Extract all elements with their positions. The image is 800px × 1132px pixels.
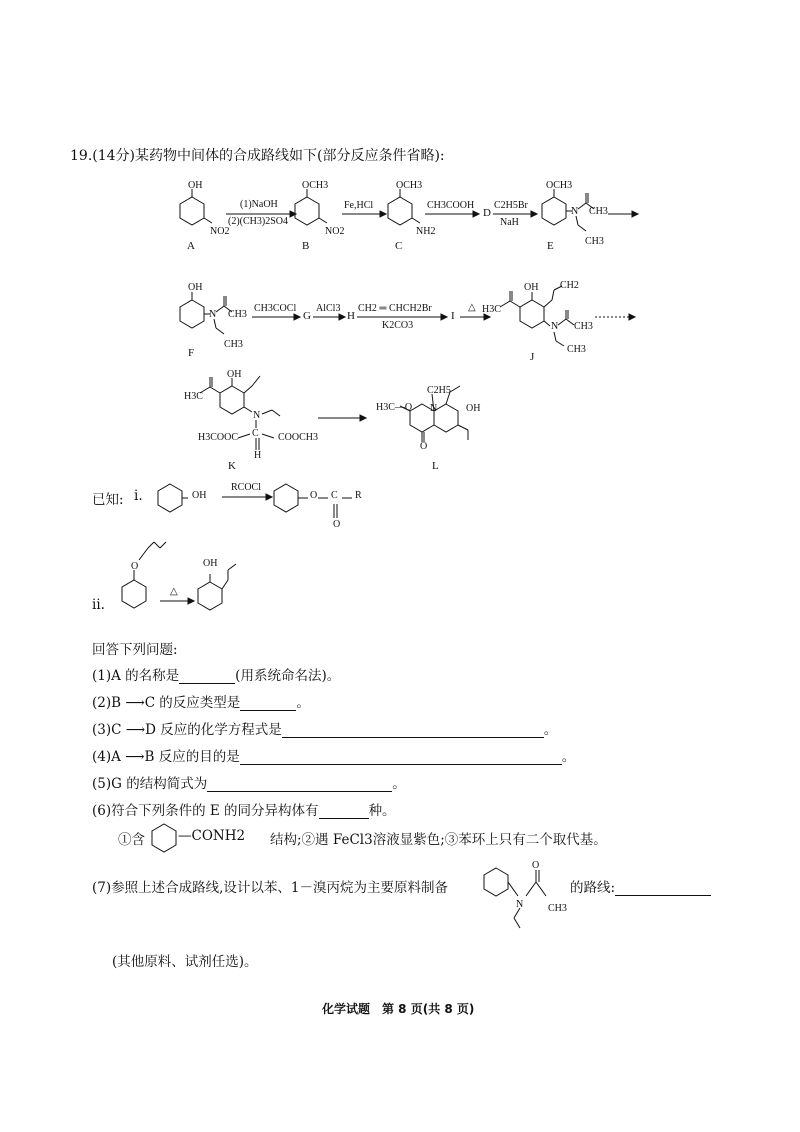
known-i-product <box>268 478 378 528</box>
label-e: E <box>547 240 554 252</box>
arrow-f-g <box>252 314 302 320</box>
molecule-b-structure <box>285 185 345 255</box>
q4-answer-blank[interactable] <box>240 752 562 765</box>
q7-text: (7)参照上述合成路线,设计以苯、1－溴丙烷为主要原料制备 <box>92 880 449 896</box>
q1-answer-blank[interactable] <box>179 671 235 684</box>
q2-suffix: 。 <box>296 695 310 711</box>
e-n: N <box>571 206 579 217</box>
cond-de-top: C2H5Br <box>494 200 528 211</box>
a-oh: OH <box>188 180 203 191</box>
cond-ab-2: (2)(CH3)2SO4 <box>228 216 288 227</box>
q7-route-label <box>570 876 711 896</box>
known-ii-o: O <box>131 561 139 572</box>
arrow-dotted <box>595 314 637 320</box>
j-ch3-ethyl: CH3 <box>567 344 586 355</box>
q1-text: (1)A 的名称是 <box>92 668 180 684</box>
l-h3co: H3C—O <box>376 402 413 413</box>
q6-cond-pre: ①含 <box>118 832 145 848</box>
k-h3c: H3C <box>184 391 203 402</box>
cond-gh: AlCl3 <box>316 303 341 314</box>
q3-suffix: 。 <box>543 722 558 738</box>
intermediate-i: I <box>451 310 455 322</box>
label-k: K <box>228 460 236 472</box>
l-oh: OH <box>466 403 481 414</box>
intermediate-h: H <box>347 310 355 322</box>
label-l: L <box>432 460 439 472</box>
q7-route-text: 的路线: <box>570 880 616 896</box>
f-ch3-ethyl: CH3 <box>224 339 243 350</box>
q4-text: (4)A ⟶B 反应的目的是 <box>92 749 240 765</box>
cond-fg: CH3COCl <box>254 303 297 314</box>
question-6 <box>92 799 396 819</box>
q5-answer-blank[interactable] <box>207 779 392 792</box>
q6-cond-group: —CONH2 <box>178 828 246 844</box>
question-header: 19.(14分)某药物中间体的合成路线如下(部分反应条件省略): <box>70 148 445 164</box>
known-i-o2: O <box>333 519 341 530</box>
label-a: A <box>187 240 195 252</box>
f-oh: OH <box>188 282 203 293</box>
q6-cond-post: 结构;②遇 FeCl3溶液显紫色;③苯环上只有二个取代基。 <box>270 832 607 848</box>
known-i-r: R <box>355 490 362 501</box>
k-c: C <box>252 428 259 439</box>
known-ii-heat: △ <box>170 586 178 597</box>
q7-ch3: CH3 <box>548 903 567 914</box>
molecule-a-structure <box>170 185 230 255</box>
arrow-continue <box>608 211 640 217</box>
known-i-o1: O <box>310 490 318 501</box>
cond-hi-bottom: K2CO3 <box>382 320 414 331</box>
known-i-rcocl: RCOCl <box>231 482 262 493</box>
cond-heat: △ <box>468 302 476 313</box>
intermediate-g: G <box>303 310 311 322</box>
cond-ab-1: (1)NaOH <box>240 199 278 210</box>
k-cooch3: COOCH3 <box>278 432 319 443</box>
l-n: N <box>430 403 438 414</box>
question-1 <box>92 664 340 684</box>
e-ch3-ethyl: CH3 <box>585 236 604 247</box>
arrow-k-l <box>318 415 368 421</box>
question-3 <box>92 718 557 738</box>
q2-answer-blank[interactable] <box>240 698 296 711</box>
label-j: J <box>530 351 535 363</box>
label-f: F <box>188 347 195 359</box>
answer-prompt: 回答下列问题: <box>92 642 178 658</box>
cond-hi-top: CH2 ═ CHCH2Br <box>358 303 432 314</box>
known-ii-oh: OH <box>203 558 218 569</box>
arrow-c-d <box>425 211 481 217</box>
j-ch3: CH3 <box>574 321 593 332</box>
known-label: 已知: <box>92 492 124 508</box>
j-oh: OH <box>524 282 539 293</box>
q6-suffix: 种。 <box>368 803 396 819</box>
q6-answer-blank[interactable] <box>319 806 369 819</box>
a-no2: NO2 <box>210 226 230 237</box>
question-5 <box>92 772 406 792</box>
q7-note: (其他原料、试剂任选)。 <box>112 954 258 970</box>
known-i-marker: ⅰ. <box>134 488 143 504</box>
arrow-g-h <box>313 314 347 320</box>
k-h: H <box>254 450 262 461</box>
known-i-c: C <box>331 490 338 501</box>
cond-cd: CH3COOH <box>427 200 475 211</box>
q4-suffix: 。 <box>561 749 576 765</box>
q5-suffix: 。 <box>392 776 406 792</box>
question-4 <box>92 745 575 765</box>
cond-bc: Fe,HCl <box>344 200 374 211</box>
c-och3: OCH3 <box>396 180 423 191</box>
question-2 <box>92 691 310 711</box>
known-i-arrow <box>222 494 274 500</box>
q7-o: O <box>532 860 540 871</box>
label-c: C <box>395 240 403 252</box>
q7-n: N <box>516 899 524 910</box>
known-i-oh: OH <box>192 490 207 501</box>
j-n: N <box>551 321 559 332</box>
molecule-c-structure <box>378 185 438 255</box>
q3-answer-blank[interactable] <box>282 725 544 738</box>
label-b: B <box>302 240 310 252</box>
q5-text: (5)G 的结构简式为 <box>92 776 208 792</box>
page-footer: 化学试题 第 8 页(共 8 页) <box>322 1002 475 1016</box>
q7-answer-blank[interactable] <box>615 883 711 896</box>
k-n: N <box>253 410 261 421</box>
k-h3cooc: H3COOC <box>198 432 239 443</box>
b-och3: OCH3 <box>302 180 329 191</box>
known-ii-marker: ⅱ. <box>92 597 105 613</box>
j-h3c: H3C <box>482 304 501 315</box>
q7-target-structure <box>474 856 574 936</box>
e-ch3: CH3 <box>589 206 608 217</box>
q2-text: (2)B ⟶C 的反应类型是 <box>92 695 241 711</box>
f-n: N <box>209 309 217 320</box>
cond-de-bottom: NaH <box>500 217 519 228</box>
known-ii-product <box>188 560 248 630</box>
k-oh: OH <box>227 369 242 380</box>
q1-suffix: (用系统命名法)。 <box>235 668 341 684</box>
known-ii-reactant <box>112 540 172 620</box>
c-nh2: NH2 <box>416 226 436 237</box>
e-och3: OCH3 <box>546 180 573 191</box>
b-no2: NO2 <box>325 226 345 237</box>
j-ch2: CH2 <box>560 280 579 291</box>
l-c2h5: C2H5 <box>427 385 451 396</box>
l-o: O <box>420 441 428 452</box>
q3-text: (3)C ⟶D 反应的化学方程式是 <box>92 722 282 738</box>
q6-text: (6)符合下列条件的 E 的同分异构体有 <box>92 803 319 819</box>
intermediate-d: D <box>483 207 491 219</box>
f-ch3: CH3 <box>228 309 247 320</box>
